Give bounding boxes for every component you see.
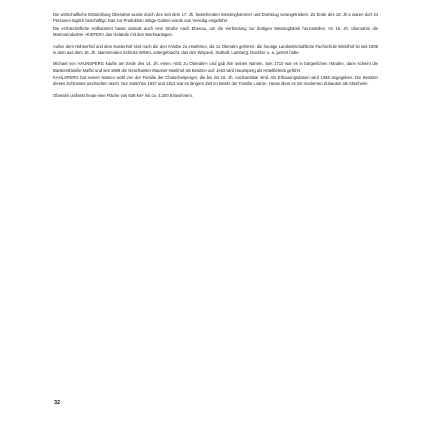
paragraph-ansitze: Außer dem Hühnerhof und dem Kastenhof sind noch die drei Ansitze zu erwähnen, die zu Oberalm gehören: die heutige Landwirtschaftliche Fachschule Winklhof ist seit 1908 in dem aus dem 15. Jh. stammenden Schloss WINKL untergebracht, das den Wispeck, Nothaft, Lamberg, Dückher u. a. gehört hatte. (53, 43, 378, 55)
paragraph-messinghammer: Die wirtschaftliche Entwicklung Oberalms wurde durch den seit dem 17. Jh. bestehenden Messinghammer und Drahtzug vorangetrieben. Zu Ende des 18. Jh.s waren dort 44 Personen täglich beschäftigt. Das zur Produktion nötige Galmei wurde aus Venedig eingeführt. (53, 12, 378, 24)
paragraph-flaeche: Oberalm umfasst heute eine Fläche von 638 km² mit ca. 4.200 Einwohnern. (53, 92, 194, 98)
page-number: 32 (54, 400, 61, 406)
body-text (53, 12, 378, 105)
paragraph-kahlsperg: KAHLSPERG hat seinen Namen wohl von der Familie der Chalochesperger, die bis ins 15. Jh. nachweisbar sind. Als Erbauungsdatum wird 1368 angegeben. Die Besitzer dieses Schlosses wechselten rasch. Nur zwischen 1637 und 1812 war es längere Zeit im Besitz der Familie Lodron. Heute dient es mit modernen Zubauten als Altenheim. (53, 75, 378, 87)
paragraph-haunsperg: Michael von HAUNSPERG kaufte am Ende des 14. Jh. einen »Sitz zu Oberalm« und gab ihm seinen Namen. Seit 1710 war es in bürgerlichen Händen, dann scheint die Bankiersfamilie Maffei und seit 1899 die Geschwister Mautner-Markhof als Besitzer auf. Jetzt wird Haunsperg als Hotelbetrieb geführt. (53, 61, 378, 73)
paragraph-hofkammer: Die erzbischöfliche Hofkammer baute damals auch eine Straße nach Ebenau, um die Verbindung zur dortigen Messingfabrik herzustellen. Im 19. Jh. übernahm die Marmorindustrie »KIEFER« das Gelände mit den Werksanlagen. (53, 25, 378, 37)
